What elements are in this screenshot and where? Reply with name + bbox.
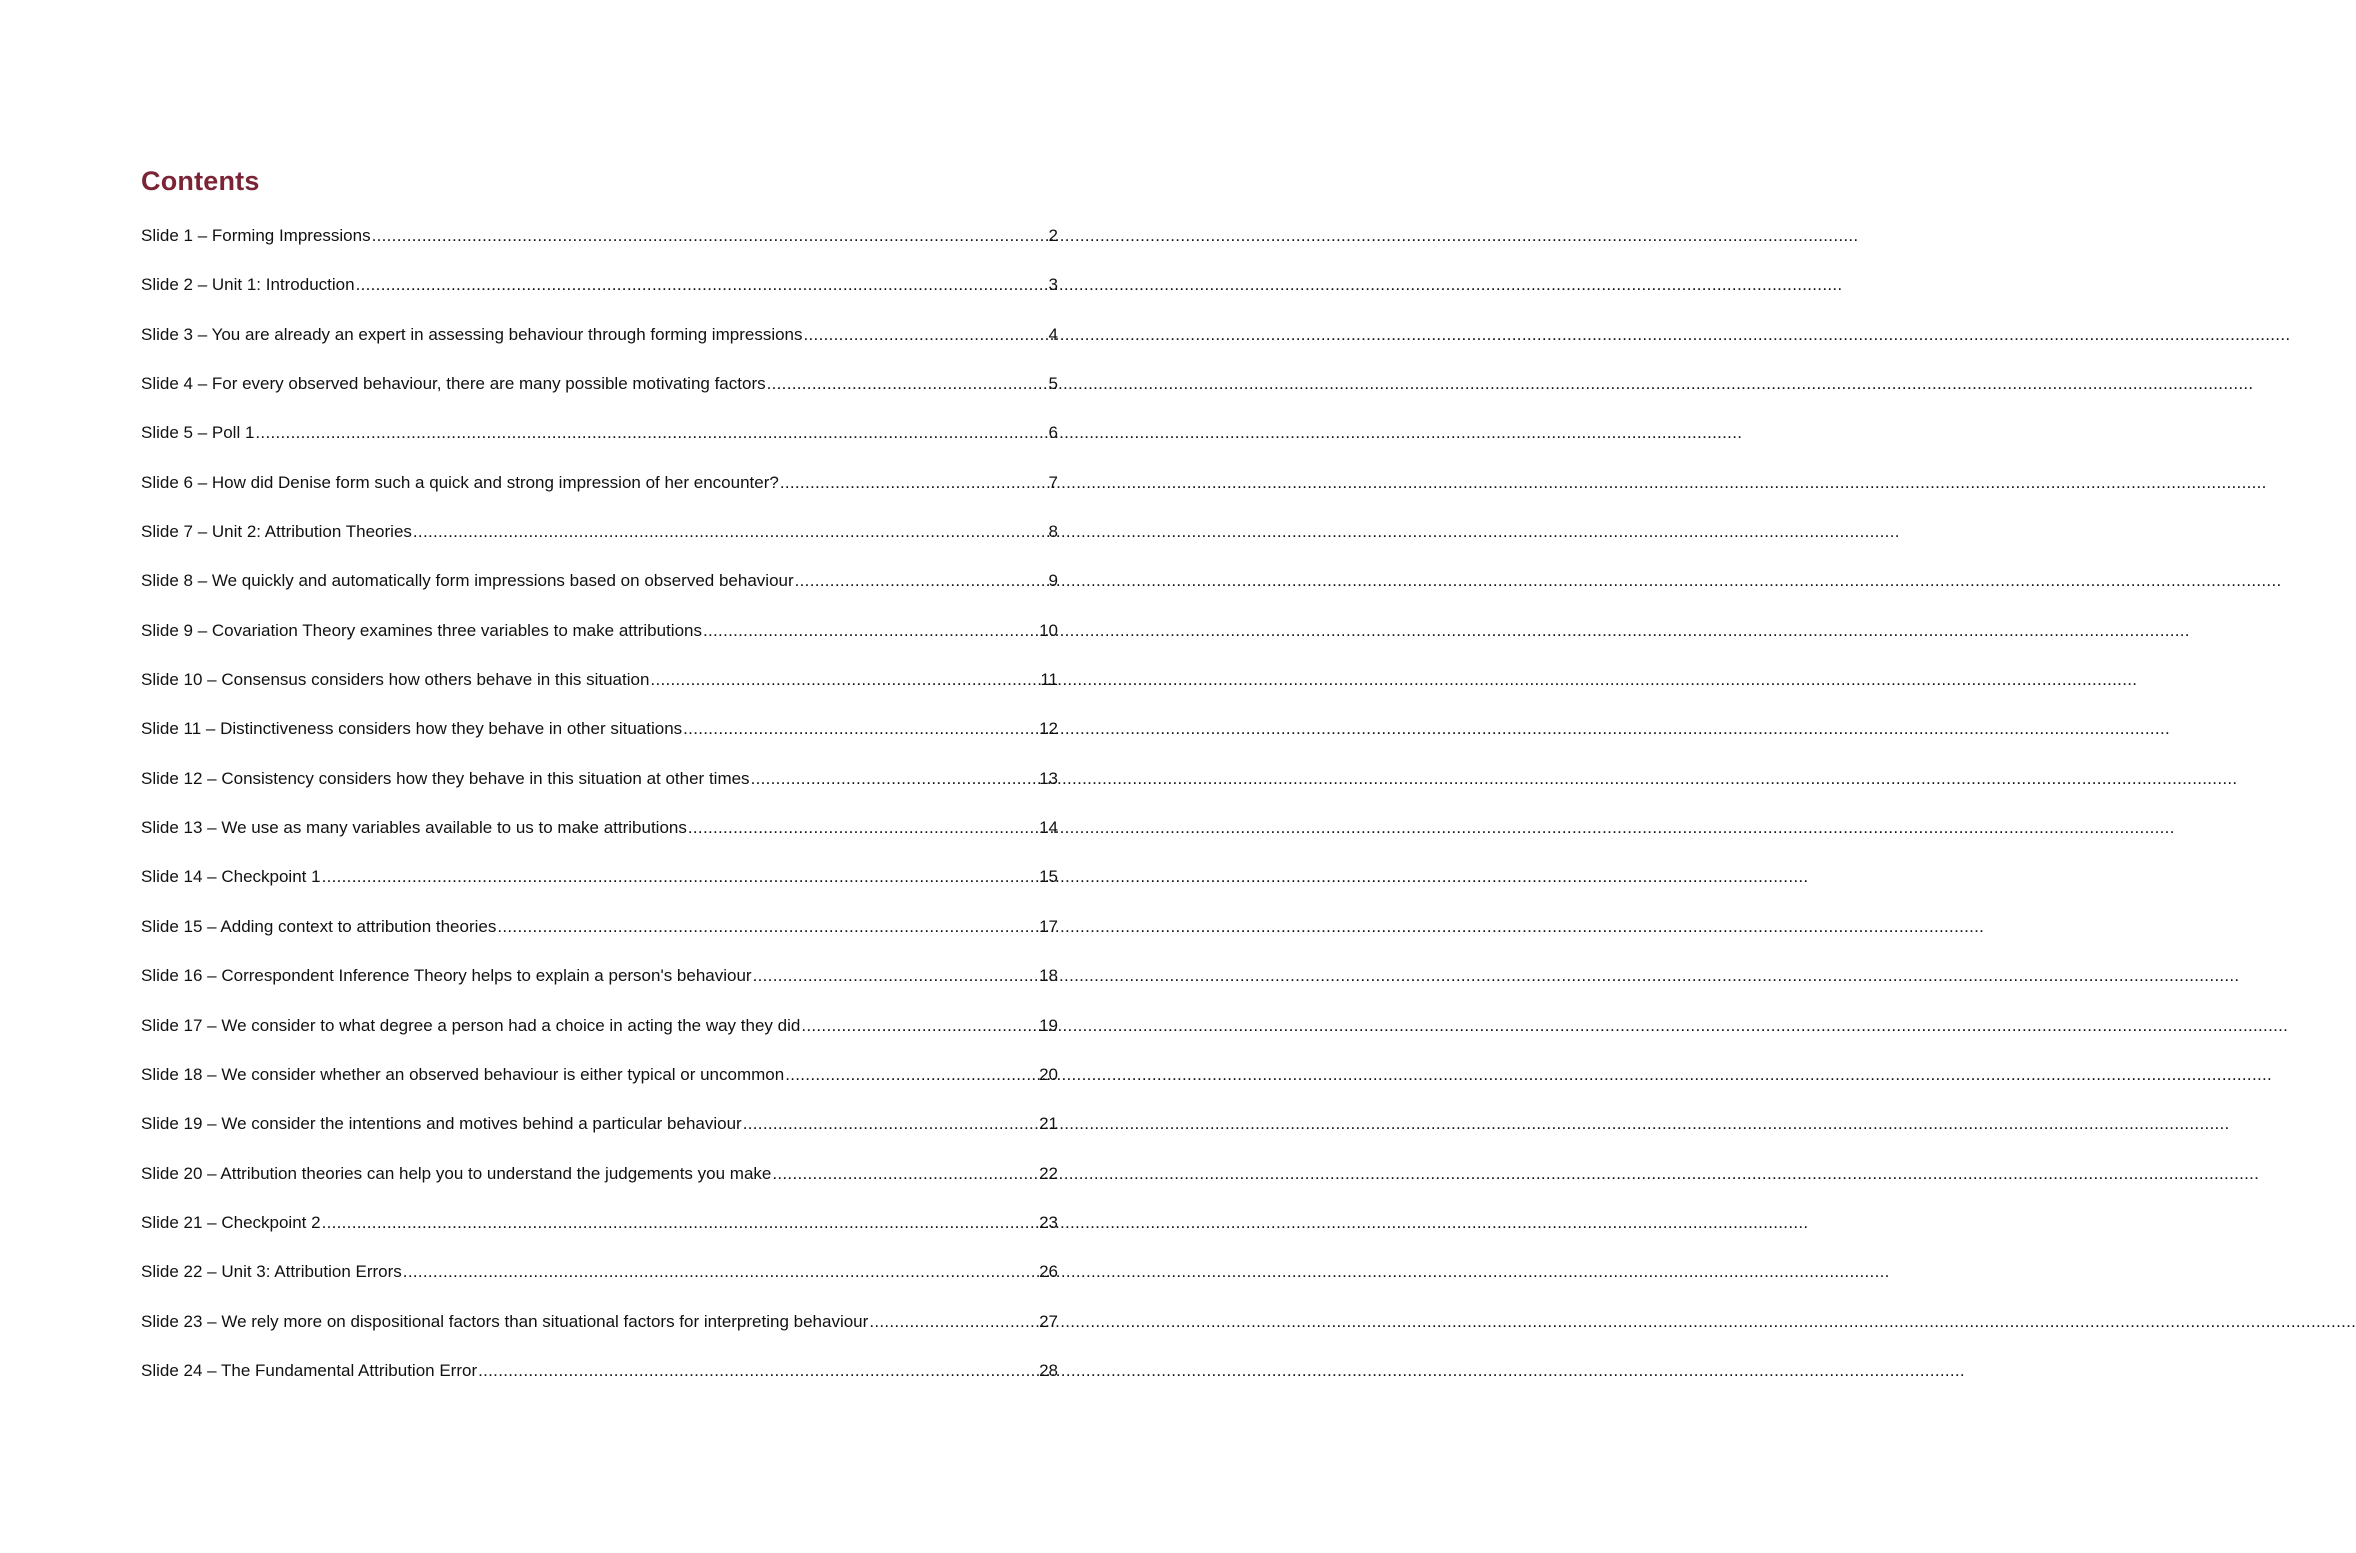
toc-entry[interactable]: [141, 1014, 1058, 1063]
toc-entry-page-number[interactable]: 21: [1039, 1114, 1058, 1134]
toc-dot-leader: [785, 1063, 1038, 1087]
toc-dot-leader: [372, 224, 1048, 248]
toc-entry-label[interactable]: Slide 5 – Poll 1: [141, 423, 255, 443]
toc-dot-leader: [869, 1310, 1038, 1334]
toc-entry[interactable]: [141, 1260, 1058, 1309]
toc-entry[interactable]: [141, 865, 1058, 914]
toc-entry-page-number[interactable]: 26: [1039, 1262, 1058, 1282]
toc-entry[interactable]: [141, 1112, 1058, 1161]
toc-dot-leader: [650, 668, 1039, 692]
toc-entry-page-number[interactable]: 23: [1039, 1212, 1058, 1232]
toc-dot-leader: [767, 372, 1048, 396]
toc-entry[interactable]: [141, 421, 1058, 470]
toc-entry-page-number[interactable]: 3: [1048, 275, 1058, 295]
toc-entry-page-number[interactable]: 27: [1039, 1311, 1058, 1331]
toc-entry[interactable]: [141, 224, 1058, 273]
toc-entry-label[interactable]: Slide 11 – Distinctiveness considers how they behave in other situations: [141, 719, 683, 739]
toc-entry-page-number[interactable]: 20: [1039, 1064, 1058, 1084]
toc-entry[interactable]: [141, 1211, 1058, 1260]
toc-entry[interactable]: [141, 668, 1058, 717]
toc-dot-leader: [403, 1260, 1038, 1284]
toc-entry-page-number[interactable]: 13: [1039, 768, 1058, 788]
toc-dot-leader: [795, 569, 1048, 593]
toc-dot-leader: [683, 717, 1038, 741]
toc-entry[interactable]: [141, 964, 1058, 1013]
toc-dot-leader: [753, 964, 1038, 988]
toc-entry-label[interactable]: Slide 20 – Attribution theories can help you to understand the judgements you make: [141, 1163, 772, 1183]
toc-entry[interactable]: [141, 767, 1058, 816]
toc-entry-page-number[interactable]: 12: [1039, 719, 1058, 739]
toc-entry-label[interactable]: Slide 22 – Unit 3: Attribution Errors: [141, 1262, 402, 1282]
toc-entry-label[interactable]: Slide 17 – We consider to what degree a person had a choice in acting the way they did: [141, 1015, 801, 1035]
toc-entry-page-number[interactable]: 18: [1039, 966, 1058, 986]
toc-dot-leader: [772, 1162, 1038, 1186]
toc-dot-leader: [743, 1112, 1038, 1136]
toc-entry[interactable]: [141, 915, 1058, 964]
toc-entry-page-number[interactable]: 7: [1048, 472, 1058, 492]
toc-entry-label[interactable]: Slide 15 – Adding context to attribution theories: [141, 916, 497, 936]
toc-entry-label[interactable]: Slide 13 – We use as many variables available to us to make attributions: [141, 818, 687, 838]
toc-entry-label[interactable]: Slide 16 – Correspondent Inference Theory helps to explain a person's behaviour: [141, 966, 752, 986]
toc-entry-page-number[interactable]: 2: [1048, 226, 1058, 245]
toc-entry[interactable]: [141, 323, 1058, 372]
toc-entry[interactable]: [141, 471, 1058, 520]
toc-entry-page-number[interactable]: 8: [1048, 522, 1058, 542]
toc-entry[interactable]: [141, 1359, 1058, 1408]
toc-dot-leader: [804, 323, 1048, 347]
toc-entry-label[interactable]: Slide 14 – Checkpoint 1: [141, 867, 321, 887]
toc-dot-leader: [356, 273, 1048, 297]
toc-dot-leader: [751, 767, 1039, 791]
toc-entry-label[interactable]: Slide 21 – Checkpoint 2: [141, 1212, 321, 1232]
toc-entry-label[interactable]: Slide 8 – We quickly and automatically form impressions based on observed behaviour: [141, 571, 794, 591]
toc-entry-label[interactable]: Slide 2 – Unit 1: Introduction: [141, 275, 355, 295]
toc-entry[interactable]: [141, 1063, 1058, 1112]
toc-entry-page-number[interactable]: 28: [1039, 1360, 1058, 1380]
toc-entry-label[interactable]: Slide 10 – Consensus considers how others behave in this situation: [141, 670, 650, 690]
toc-entry[interactable]: [141, 816, 1058, 865]
toc-entry-page-number[interactable]: 15: [1039, 867, 1058, 887]
toc-entry-page-number[interactable]: 5: [1048, 374, 1058, 394]
toc-entry-label[interactable]: Slide 4 – For every observed behaviour, there are many possible motivating factors: [141, 374, 766, 394]
toc-entry[interactable]: [141, 372, 1058, 421]
toc-entry-page-number[interactable]: 17: [1039, 916, 1058, 936]
toc-entry[interactable]: [141, 1310, 1058, 1359]
toc-entry-label[interactable]: Slide 9 – Covariation Theory examines three variables to make attributions: [141, 620, 702, 640]
toc-dot-leader: [688, 816, 1038, 840]
toc-entry-page-number[interactable]: 11: [1040, 670, 1058, 690]
toc-entry-label[interactable]: Slide 12 – Consistency considers how they behave in this situation at other times: [141, 768, 750, 788]
toc-entry[interactable]: [141, 717, 1058, 766]
toc-entry-page-number[interactable]: 22: [1039, 1163, 1058, 1183]
toc-entry-label[interactable]: Slide 7 – Unit 2: Attribution Theories: [141, 522, 412, 542]
toc-dot-leader: [497, 915, 1038, 939]
toc-dot-leader: [322, 865, 1039, 889]
toc-dot-leader: [703, 619, 1038, 643]
toc-entry-label[interactable]: Slide 18 – We consider whether an observed behaviour is either typical or uncommon: [141, 1064, 785, 1084]
toc-dot-leader: [780, 471, 1048, 495]
toc-entry[interactable]: [141, 273, 1058, 322]
toc-entry-page-number[interactable]: 10: [1039, 620, 1058, 640]
toc-dot-leader: [413, 520, 1048, 544]
toc-entry[interactable]: [141, 520, 1058, 569]
toc-entry[interactable]: [141, 1162, 1058, 1211]
toc-dot-leader: [322, 1211, 1039, 1235]
toc-entry[interactable]: [141, 569, 1058, 618]
toc-entry-label[interactable]: Slide 24 – The Fundamental Attribution Error: [141, 1360, 478, 1380]
toc-entry[interactable]: [141, 619, 1058, 668]
toc-entry-page-number[interactable]: 19: [1039, 1015, 1058, 1035]
toc-entry-page-number[interactable]: 4: [1048, 324, 1058, 344]
toc-entry-label[interactable]: Slide 6 – How did Denise form such a quick and strong impression of her encounter?: [141, 472, 779, 492]
toc-entry-page-number[interactable]: 9: [1048, 571, 1058, 591]
toc-entry-label[interactable]: Slide 19 – We consider the intentions and motives behind a particular behaviour: [141, 1114, 742, 1134]
toc-entry-page-number[interactable]: 14: [1039, 818, 1058, 838]
toc-entry-label[interactable]: Slide 23 – We rely more on dispositional factors than situational factors for interpreting behaviour: [141, 1311, 869, 1331]
toc-dot-leader: [478, 1359, 1038, 1383]
toc-dot-leader: [801, 1014, 1038, 1038]
toc-entry-label[interactable]: Slide 3 – You are already an expert in assessing behaviour through forming impressions: [141, 324, 803, 344]
toc-dot-leader: [255, 421, 1047, 445]
table-of-contents: [141, 224, 1058, 1408]
toc-entry-page-number[interactable]: 6: [1048, 423, 1058, 443]
toc-entry-label[interactable]: Slide 1 – Forming Impressions: [141, 226, 371, 245]
page-title: Contents: [141, 166, 260, 196]
